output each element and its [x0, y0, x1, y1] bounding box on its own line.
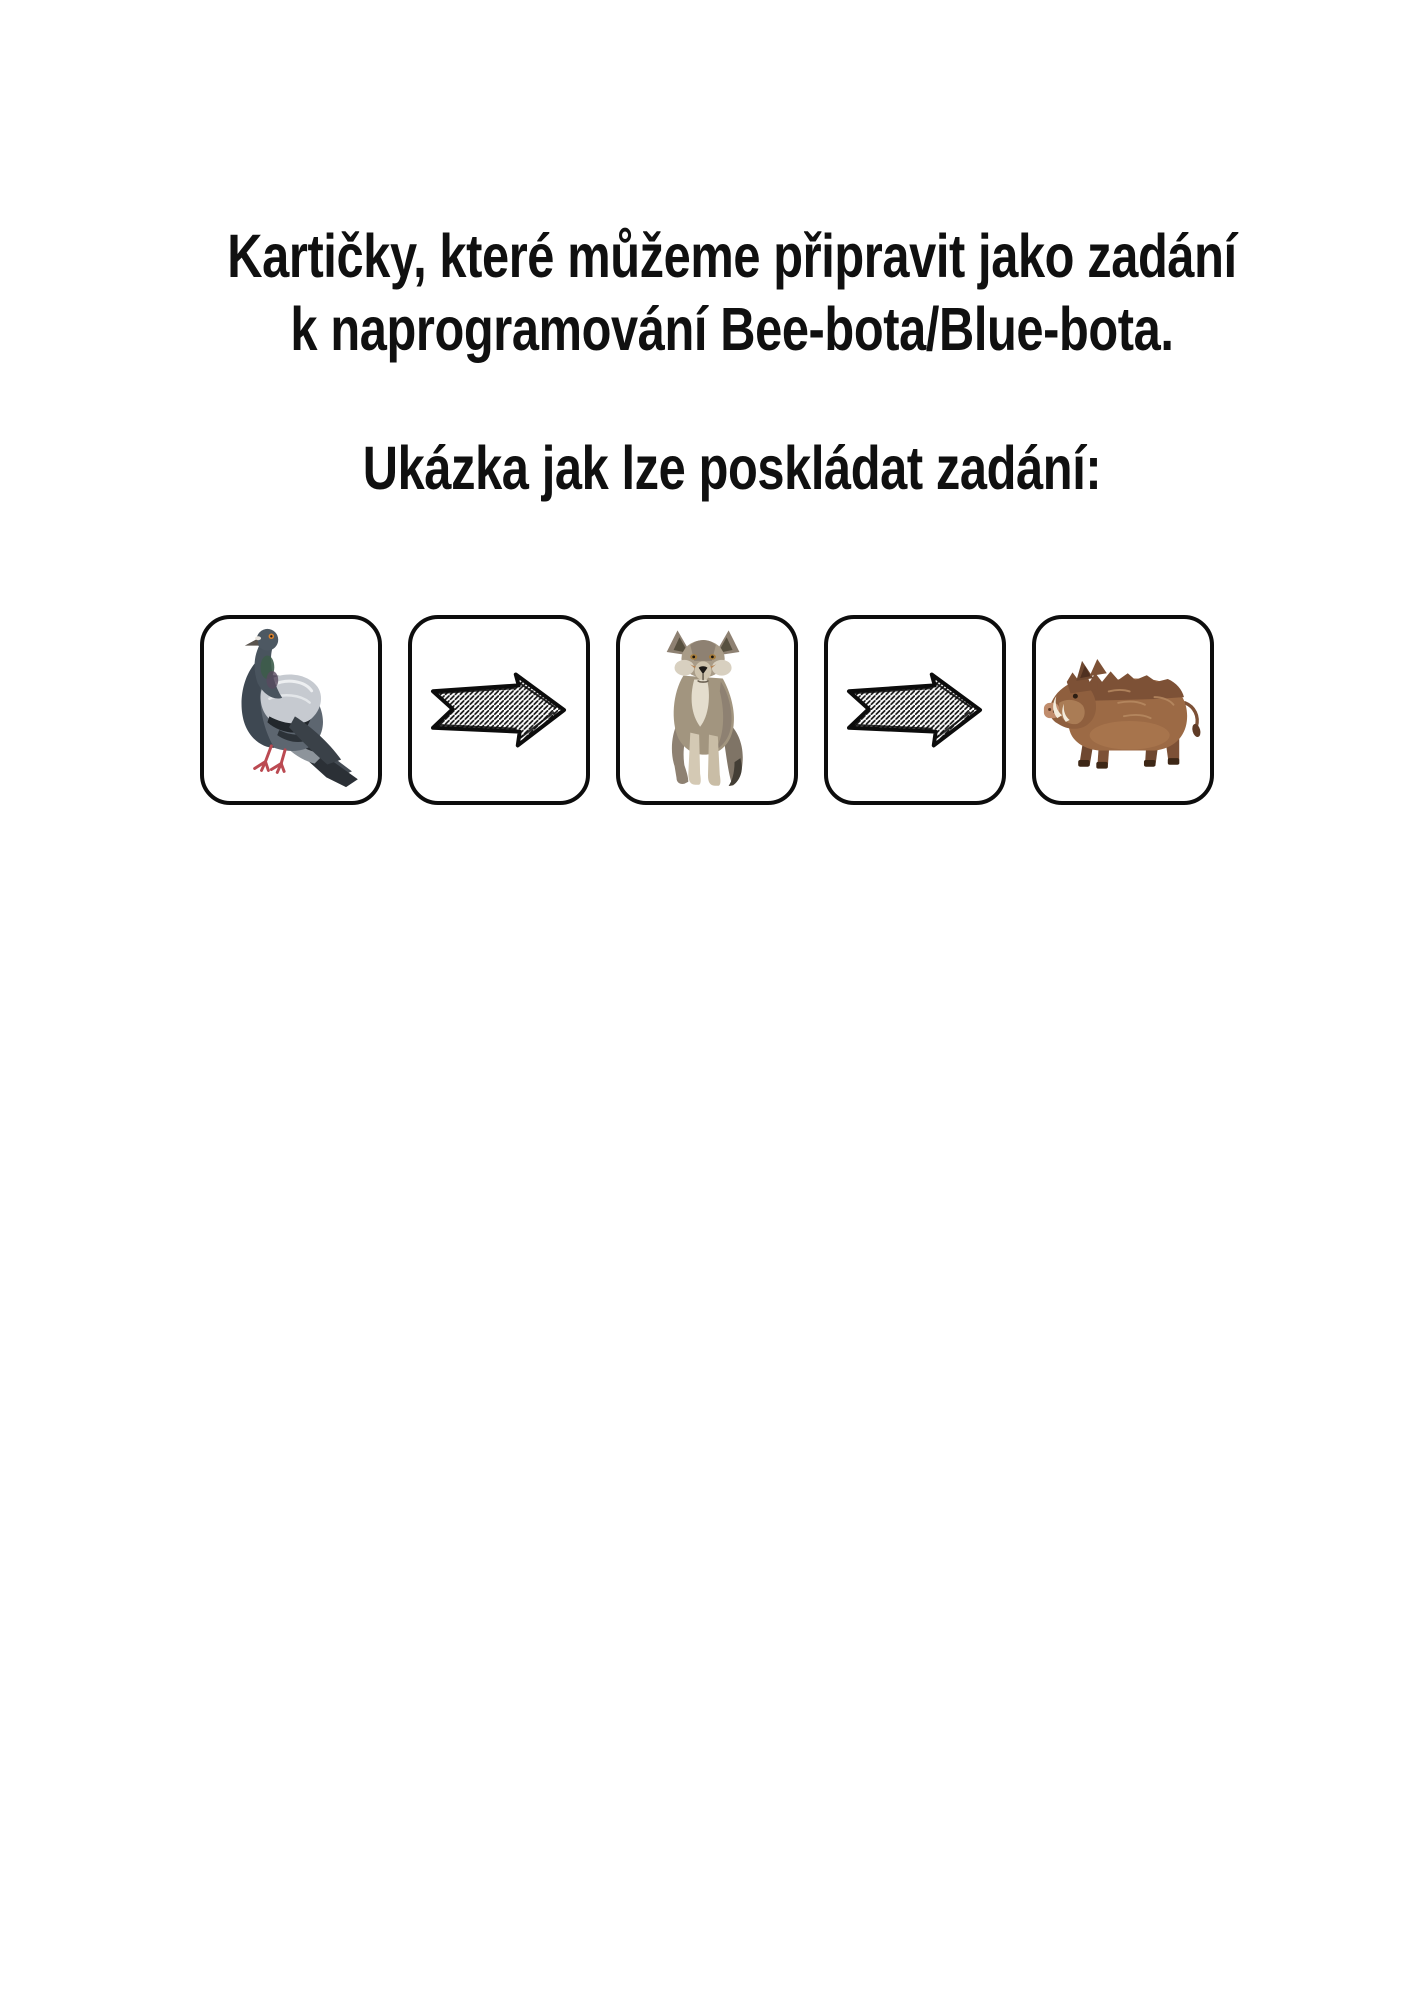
page-title	[50, 220, 1414, 366]
card-pigeon	[200, 615, 382, 805]
card-boar	[1032, 615, 1214, 805]
page-title-line-1: Kartičky, které můžeme připravit jako zadání	[227, 222, 1237, 290]
arrow-right-icon	[846, 670, 984, 750]
card-arrow-2	[824, 615, 1006, 805]
wolf-image	[648, 626, 766, 794]
pigeon-image	[212, 624, 370, 796]
card-wolf	[616, 615, 798, 805]
card-arrow-1	[408, 615, 590, 805]
subtitle: Ukázka jak lze poskládat zadání:	[362, 434, 1102, 502]
arrow-right-icon	[430, 670, 568, 750]
card-sequence	[0, 615, 1414, 805]
boar-image	[1042, 644, 1204, 776]
page-title-line-2: k naprogramování Bee-bota/Blue-bota.	[290, 295, 1174, 363]
